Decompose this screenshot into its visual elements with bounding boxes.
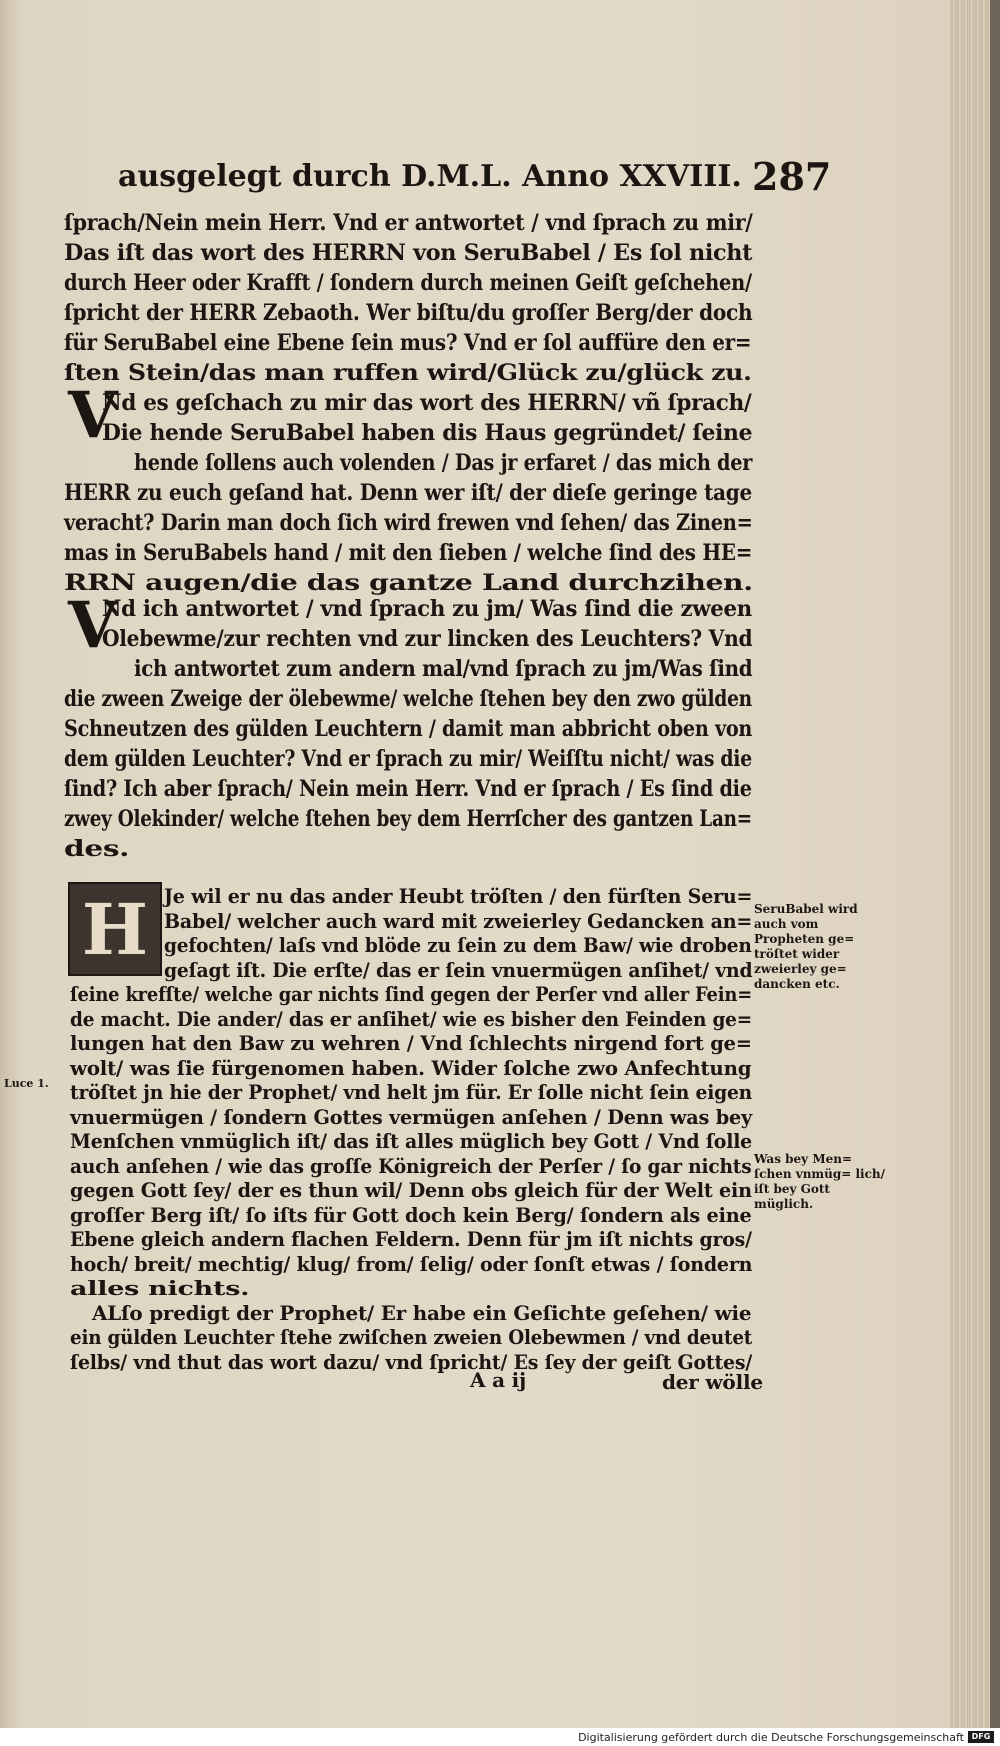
text-line: ſprach/Nein mein Herr. Vnd er antwortet / vnd ſprach zu mir/ <box>64 210 753 236</box>
text-line: dem gülden Leuchter? Vnd er ſprach zu mir/ Weiſſtu nicht/ was die <box>64 746 752 772</box>
page-number: 287 <box>752 154 832 199</box>
text-line: groſſer Berg iſt/ ſo iſts für Gott doch kein Berg/ ſondern als eine <box>70 1202 752 1227</box>
running-title: ausgelegt durch D.M.L. Anno XXVIII. <box>118 159 742 194</box>
woodcut-initial-h <box>68 882 162 976</box>
text-line: HERR zu euch geſand hat. Denn wer iſt/ der dieſe geringe tage <box>64 480 752 506</box>
text-line: Babel/ welcher auch ward mit zweierley Gedancken an= <box>164 908 753 933</box>
text-line: Schneutzen des gülden Leuchtern / damit man abbricht oben von <box>64 716 753 742</box>
text-line: Nd es geſchach zu mir das wort des HERRN/ vñ ſprach/ <box>102 390 752 416</box>
text-line: hoch/ breit/ mechtig/ klug/ from/ ſelig/ oder ſonſt etwas / ſondern <box>70 1251 753 1276</box>
text-line: des. <box>64 836 130 862</box>
text-line: ſeine krefſte/ welche gar nichts ſind gegen der Perſer vnd aller Fein= <box>70 982 753 1006</box>
text-line: ſind? Ich aber ſprach/ Nein mein Herr. Vnd er ſprach / Es ſind die <box>64 776 752 802</box>
text-line: Menſchen vnmüglich iſt/ das iſt alles müglich bey Gott / Vnd ſolle <box>70 1129 753 1153</box>
text-line: die zween Zweige der ölebewme/ welche ſtehen bey den zwo gülden <box>64 686 752 712</box>
drop-initial-v-1: V <box>68 378 118 453</box>
text-line: ſpricht der HERR Zebaoth. Wer biſtu/du groſſer Berg/der doch <box>64 300 753 326</box>
signature-mark: A a ij <box>470 1368 527 1392</box>
text-line: Olebewme/zur rechten vnd zur lincken des Leuchters? Vnd <box>102 626 753 652</box>
text-line: lungen hat den Baw zu wehren / Vnd ſchlechts nirgend fort ge= <box>70 1031 752 1055</box>
text-line: gegen Gott ſey/ der es thun wil/ Denn obs gleich für der Welt ein <box>70 1178 752 1202</box>
text-line: Nd ich antwortet / vnd ſprach zu jm/ Was ſind die zween <box>102 596 752 622</box>
text-line: Die hende SeruBabel haben dis Haus gegründet/ ſeine <box>102 420 753 446</box>
digitization-footer <box>0 1728 1000 1746</box>
text-line: ich antwortet zum andern mal/vnd ſprach zu jm/Was ſind <box>134 656 753 682</box>
text-line: zwey Olekinder/ welche ſtehen bey dem Herrſcher des gantzen Lan= <box>64 806 752 832</box>
text-line: Das iſt das wort des HERRN von SeruBabel / Es ſol nicht <box>64 240 753 266</box>
text-line: gefochten/ laſs vnd blöde zu ſein zu dem Baw/ wie droben <box>164 933 752 957</box>
dfg-logo: DFG <box>968 1731 994 1743</box>
text-line: ein gülden Leuchter ſtehe zwiſchen zweien Olebewmen / vnd deutet <box>70 1325 753 1349</box>
text-line: wolt/ was ſie fürgenomen haben. Wider ſolche zwo Anfechtung <box>70 1055 752 1080</box>
text-line: alles nichts. <box>70 1276 250 1300</box>
text-line: auch anſehen / wie das groſſe Königreich der Perſer / ſo gar nichts <box>70 1153 752 1178</box>
text-line: de macht. Die ander/ das er anſihet/ wie es bisher den Feinden ge= <box>70 1006 753 1031</box>
text-line: mas in SeruBabels hand / mit den ſieben / welche ſind des HE= <box>64 540 753 566</box>
text-line: ſten Stein/das man ruffen wird/Glück zu/glück zu. <box>64 360 752 386</box>
text-line: veracht? Darin man doch ſich wird frewen vnd ſehen/ das Zinen= <box>64 510 753 536</box>
text-line: geſagt iſt. Die erſte/ das er ſein vnuermügen anſihet/ vnd <box>164 957 753 982</box>
margin-note-gott: Was bey Men= ſchen vnmüg= lich/ iſt bey Gott müglich. <box>754 1152 886 1211</box>
text-line: durch Heer oder Krafft / ſondern durch meinen Geiſt geſchehen/ <box>64 270 752 296</box>
catchword: der wölle <box>662 1370 763 1394</box>
woodcut-initial-letter: H <box>81 887 149 971</box>
text-line: vnuermügen / ſondern Gottes vermügen anſehen / Denn was bey <box>70 1104 752 1129</box>
margin-note-serubabel: SeruBabel wird auch vom Propheten ge= tröſtet wider zweierley ge= dancken etc. <box>754 902 858 991</box>
text-line: hende ſollens auch volenden / Das jr erfaret / das mich der <box>134 450 753 476</box>
drop-initial-v-2: V <box>68 588 118 663</box>
footer-credit: Digitalisierung gefördert durch die Deutsche Forschungsgemeinschaft <box>578 1731 964 1744</box>
text-line: Je wil er nu das ander Heubt tröſten / den fürſten Seru= <box>164 884 753 908</box>
page-edge-shadow <box>990 0 1000 1746</box>
text-line: ſelbs/ vnd thut das wort dazu/ vnd ſpricht/ Es ſey der geiſt Gottes/ <box>70 1349 753 1374</box>
text-line: RRN augen/die das gantze Land durchzihen. <box>64 570 753 596</box>
margin-reference-luke: Luce 1. <box>4 1077 49 1090</box>
text-line: Ebene gleich andern flachen Feldern. Denn für jm iſt nichts gros/ <box>70 1227 752 1251</box>
text-line: tröſtet jn hie der Prophet/ vnd helt jm für. Er ſolle nicht ſein eigen <box>70 1080 753 1104</box>
text-line: für SeruBabel eine Ebene ſein mus? Vnd er ſol auffüre den er= <box>64 330 752 356</box>
text-line: ALſo predigt der Prophet/ Er habe ein Geſichte geſehen/ wie <box>92 1300 752 1325</box>
